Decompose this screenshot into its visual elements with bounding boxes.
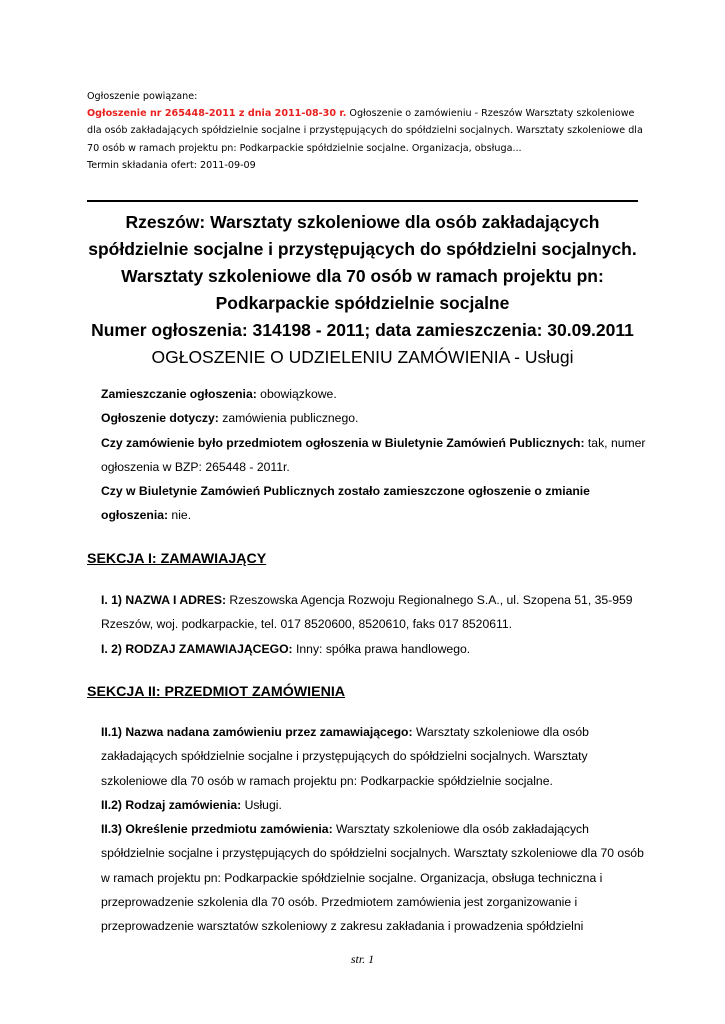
contracting-name-value: Rzeszowska Agencja Rozwoju Regionalnego S.A., ul. Szopena 51, 35-959 Rzeszów, woj. podkarpackie, tel. 017 8520600, 8520610, faks 017 8520611. bbox=[101, 593, 633, 632]
section-1-block bbox=[101, 588, 646, 661]
change-label: Czy w Biuletynie Zamówień Publicznych zostało zamieszczone ogłoszenie o zmianie ogłoszenia: bbox=[101, 484, 590, 523]
page-number: str. 1 bbox=[350, 952, 375, 966]
contracting-type-label: I. 2) RODZAJ ZAMAWIAJĄCEGO: bbox=[101, 641, 293, 656]
notice-type-subtitle: OGŁOSZENIE O UDZIELENIU ZAMÓWIENIA - Usługi bbox=[151, 347, 574, 367]
order-name-field bbox=[101, 720, 646, 793]
section-1-heading: SEKCJA I: ZAMAWIAJĄCY bbox=[87, 551, 267, 567]
change-field bbox=[101, 479, 646, 528]
bulletin-value: tak, numer ogłoszenia w BZP: 265448 - 2011r. bbox=[101, 435, 646, 474]
bulletin-label: Czy zamówienie było przedmiotem ogłoszenia w Biuletynie Zamówień Publicznych: bbox=[101, 435, 585, 450]
related-notice-link[interactable]: Ogłoszenie nr 265448-2011 z dnia 2011-08-30 r. bbox=[87, 108, 347, 120]
placement-value: obowiązkowe. bbox=[256, 387, 337, 401]
concerns-label: Ogłoszenie dotyczy: bbox=[101, 411, 219, 426]
title-line-5: Numer ogłoszenia: 314198 - 2011; data zamieszczenia: 30.09.2011 bbox=[91, 320, 634, 340]
order-kind-label: II.2) Rodzaj zamówienia: bbox=[101, 797, 242, 812]
related-description bbox=[87, 105, 647, 157]
intro-block bbox=[101, 382, 646, 528]
related-notice-block bbox=[87, 88, 647, 174]
placement-field bbox=[101, 382, 646, 406]
section-2-heading: SEKCJA II: PRZEDMIOT ZAMÓWIENIA bbox=[87, 684, 346, 700]
order-name-value: Warsztaty szkoleniowe dla osób zakładających spółdzielnie socjalne i przystępujących do spółdzielni socjalnych. Warsztaty szkoleniowe dla 70 osób w ramach projektu pn: Podkarpackie spółdzielnie socjalne. bbox=[101, 725, 589, 788]
section-2-block bbox=[101, 720, 646, 939]
title-line-1: Rzeszów: Warsztaty szkoleniowe dla osób zakładających bbox=[125, 212, 600, 232]
order-kind-value: Usługi. bbox=[241, 797, 282, 812]
related-label: Ogłoszenie powiązane: bbox=[87, 91, 198, 102]
contracting-type-value: Inny: spółka prawa handlowego. bbox=[292, 641, 471, 656]
divider bbox=[87, 200, 638, 202]
title-line-3: Warsztaty szkoleniowe dla 70 osób w ramach projektu pn: bbox=[121, 266, 604, 286]
page-title bbox=[87, 209, 638, 371]
related-notice-desc: Ogłoszenie o zamówieniu - Rzeszów Warsztaty szkoleniowe dla osób zakładających spółdzielnie socjalne i przystępujących do spółdzielni socjalnych. Warsztaty szkoleniowe dla 70 osób w ramach projektu pn: Podkarpackie spółdzielnie socjalne. Organizacja, obsługa... bbox=[87, 108, 643, 154]
concerns-field bbox=[101, 406, 646, 430]
bulletin-field bbox=[101, 431, 646, 480]
change-value: nie. bbox=[168, 508, 192, 523]
related-deadline: Termin składania ofert: 2011-09-09 bbox=[87, 159, 256, 171]
contracting-name-label: I. 1) NAZWA I ADRES: bbox=[101, 593, 227, 607]
title-line-4: Podkarpackie spółdzielnie socjalne bbox=[215, 293, 510, 313]
order-description-field bbox=[101, 817, 646, 938]
placement-label: Zamieszczanie ogłoszenia: bbox=[101, 387, 257, 401]
contracting-type-field bbox=[101, 637, 646, 661]
order-kind-field bbox=[101, 793, 646, 817]
order-description-label: II.3) Określenie przedmiotu zamówienia: bbox=[101, 822, 333, 837]
order-name-label: II.1) Nazwa nadana zamówieniu przez zamawiającego: bbox=[101, 725, 413, 739]
title-line-2: spółdzielnie socjalne i przystępujących do spółdzielni socjalnych. bbox=[88, 239, 637, 259]
order-description-value: Warsztaty szkoleniowe dla osób zakładających spółdzielnie socjalne i przystępujących do spółdzielni socjalnych. Warsztaty szkoleniowe dla 70 osób w ramach projektu pn: Podkarpackie spółdzielnie socjalne. Organizacja, obsługa techniczna i przeprowadzenie szkolenia dla 70 osób. Przedmiotem zamówienia jest zorganizowanie i przeprowadzenie warsztatów szkoleniowy z zakresu zakładania i prowadzenia spółdzielni bbox=[101, 822, 644, 934]
concerns-value: zamówienia publicznego. bbox=[218, 411, 359, 426]
contracting-name-field bbox=[101, 588, 646, 637]
